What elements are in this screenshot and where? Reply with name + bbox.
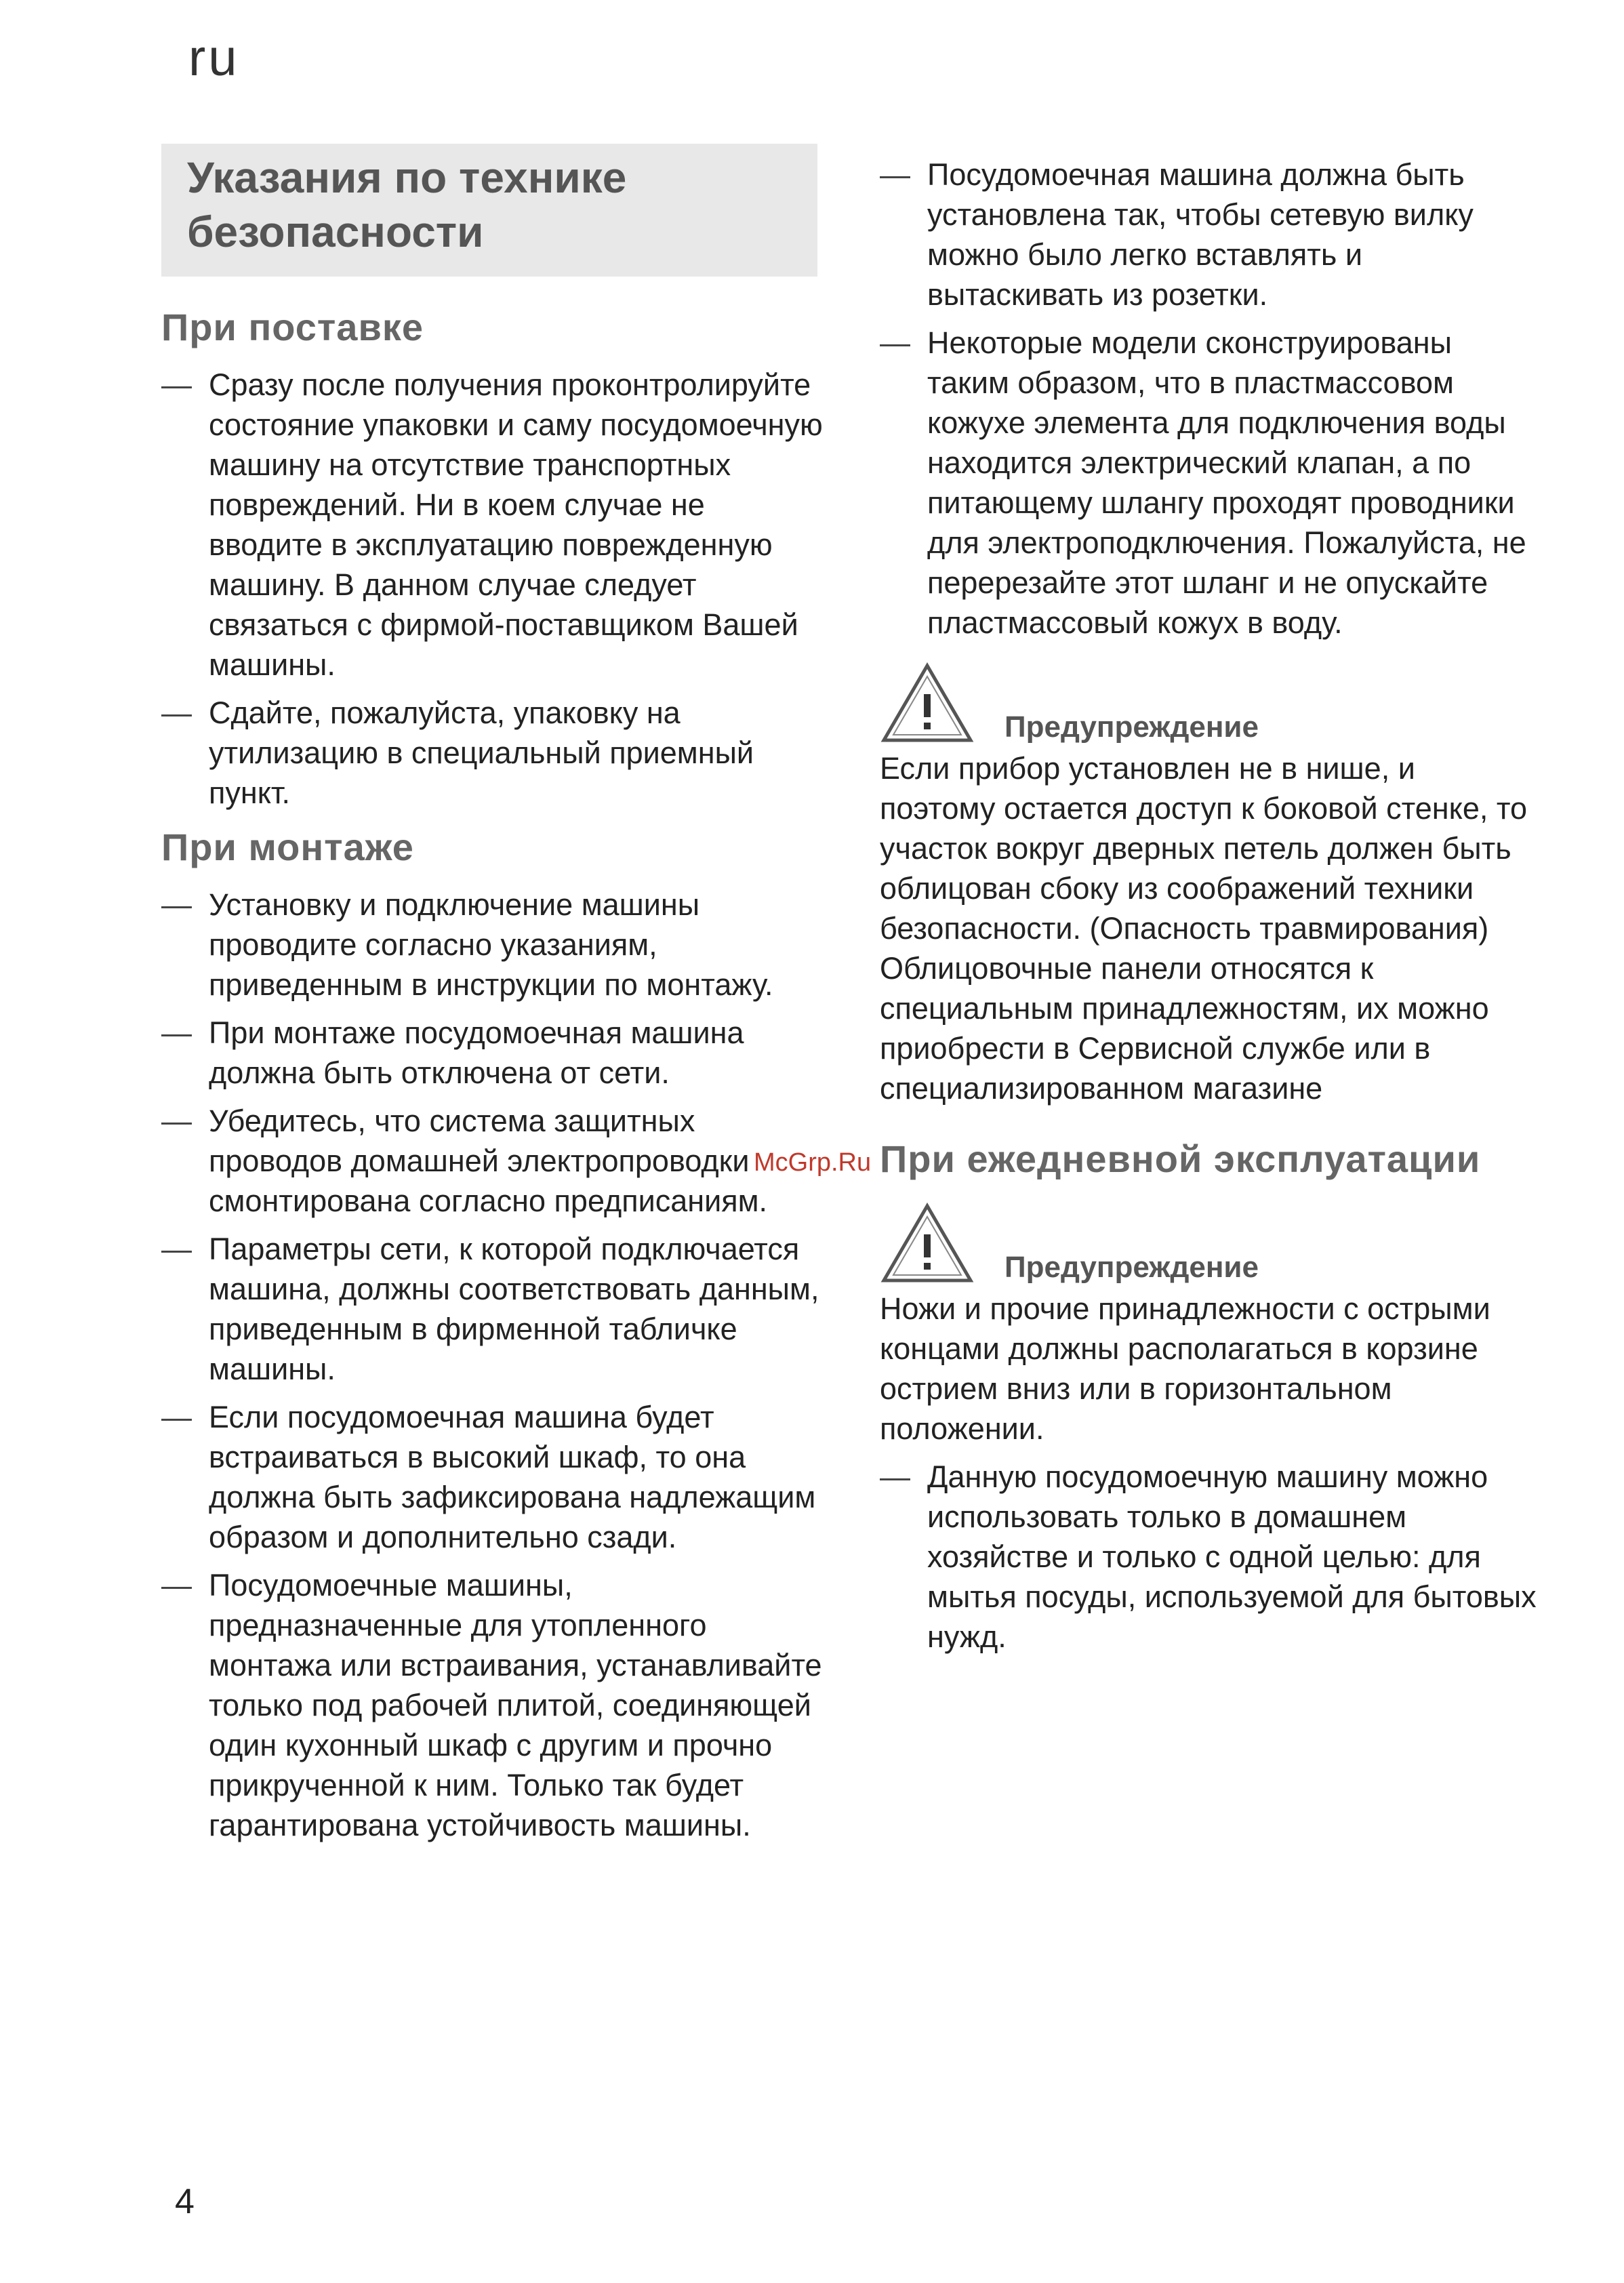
page-title-line-1: Указания по технике	[187, 153, 627, 202]
list-item-text: Убедитесь, что система защитных проводов домашней электропроводки смонтирована согласно предписаниям.	[209, 1104, 768, 1218]
watermark: McGrp.Ru	[754, 1148, 872, 1177]
list-item-text: Если посудомоечная машина будет встраиваться в высокий шкаф, то она должна быть зафиксирована надлежащим образом и дополнительно сзади.	[209, 1400, 816, 1554]
delivery-list	[161, 365, 826, 813]
list-item	[880, 323, 1537, 643]
warning-block-2	[880, 1202, 1537, 1285]
list-item-text: Данную посудомоечную машину можно использовать только в домашнем хозяйстве и только с одной целью: для мытья посуды, используемой для бытовых нужд.	[927, 1459, 1537, 1654]
list-item	[880, 155, 1537, 315]
list-item-text: Сразу после получения проконтролируйте состояние упаковки и саму посудомоечную машину на отсутствие транспортных повреждений. Ни в коем случае не вводите в эксплуатацию поврежденную машину. В данном случае следует связаться с фирмой-поставщиком Вашей машины.	[209, 367, 823, 682]
daily-use-list	[880, 1457, 1537, 1657]
page-title-line-2: безопасности	[187, 207, 484, 256]
warning-label: Предупреждение	[1004, 710, 1259, 744]
dash-icon: —	[161, 1400, 192, 1434]
dash-icon: —	[161, 1568, 192, 1602]
section-heading-delivery: При поставке	[161, 306, 424, 348]
warning-block-1	[880, 662, 1537, 744]
list-item-text: При монтаже посудомоечная машина должна быть отключена от сети.	[209, 1015, 744, 1090]
list-item	[161, 1565, 826, 1845]
list-item	[161, 885, 826, 1005]
installation-list-continued	[880, 155, 1537, 643]
dash-icon: —	[161, 1015, 192, 1050]
warning-triangle-icon	[880, 662, 975, 744]
page-number: 4	[175, 2182, 195, 2221]
left-column	[161, 144, 826, 1853]
right-column	[880, 155, 1537, 1665]
dash-icon: —	[880, 325, 910, 360]
list-item-text: Параметры сети, к которой подключается машина, должны соответствовать данным, приведенным в фирменной табличке машины.	[209, 1232, 819, 1386]
section-heading-daily-use: При ежедневной эксплуатации	[880, 1137, 1481, 1180]
page-title-box	[161, 144, 817, 277]
warning-text: Ножи и прочие принадлежности с острыми концами должны располагаться в корзине острием вниз или в горизонтальном положении.	[880, 1291, 1490, 1446]
dash-icon: —	[161, 695, 192, 730]
warning-label: Предупреждение	[1004, 1251, 1259, 1284]
list-item	[161, 1101, 826, 1221]
dash-icon: —	[161, 367, 192, 402]
dash-icon: —	[161, 1104, 192, 1138]
list-item	[161, 1013, 826, 1093]
dash-icon: —	[880, 157, 910, 192]
list-item-text: Установку и подключение машины проводите согласно указаниям, приведенным в инструкции по монтажу.	[209, 887, 773, 1002]
warning-text: Если прибор установлен не в нише, и поэтому остается доступ к боковой стенке, то участок вокруг дверных петель должен быть облицован сбоку из соображений техники безопасности. (Опасность травмирования)	[880, 751, 1527, 946]
language-code: ru	[188, 29, 240, 87]
dash-icon: —	[161, 1232, 192, 1266]
list-item	[161, 365, 826, 685]
warning-text-panels: Облицовочные панели относятся к специальным принадлежностям, их можно приобрести в Сервисной службе или в специализированном магазине	[880, 951, 1489, 1106]
installation-list	[161, 885, 826, 1845]
list-item-text: Сдайте, пожалуйста, упаковку на утилизацию в специальный приемный пункт.	[209, 695, 754, 810]
list-item	[161, 1229, 826, 1389]
warning-triangle-icon	[880, 1202, 975, 1285]
dash-icon: —	[161, 887, 192, 922]
dash-icon: —	[880, 1459, 910, 1494]
list-item	[880, 1457, 1537, 1657]
list-item	[161, 693, 826, 813]
list-item	[161, 1397, 826, 1557]
list-item-text: Посудомоечная машина должна быть установлена так, чтобы сетевую вилку можно было легко вставлять и вытаскивать из розетки.	[927, 157, 1474, 312]
section-heading-installation: При монтаже	[161, 826, 414, 868]
list-item-text: Некоторые модели сконструированы таким образом, что в пластмассовом кожухе элемента для подключения воды находится электрический клапан, а по питающему шлангу проходят проводники для электроподключения. Пожалуйста, не перерезайте этот шланг и не опускайте пластмассовый кожух в воду.	[927, 325, 1526, 640]
list-item-text: Посудомоечные машины, предназначенные для утопленного монтажа или встраивания, устанавливайте только под рабочей плитой, соединяющей один кухонный шкаф с другим и прочно прикрученной к ним. Только так будет гарантирована устойчивость машины.	[209, 1568, 822, 1842]
